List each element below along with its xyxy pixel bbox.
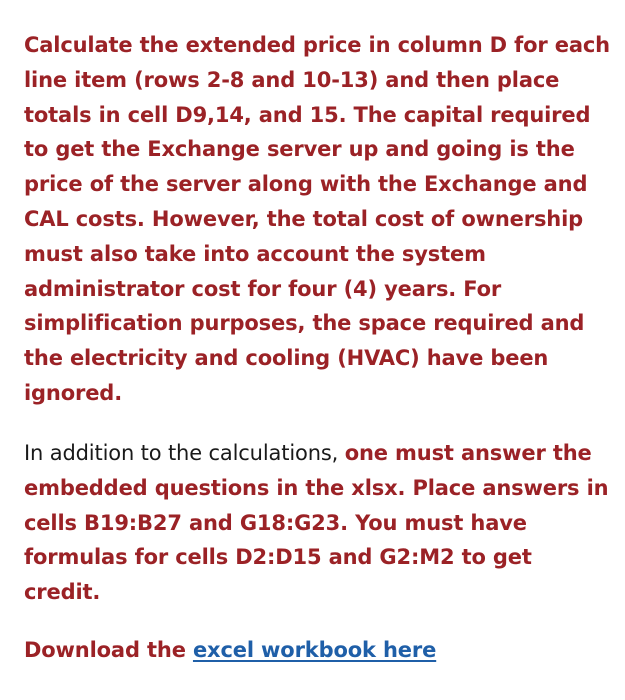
download-line	[24, 633, 604, 668]
intro-line-11: ignored.	[24, 380, 123, 405]
requirements-bold-start: one must answer the	[344, 441, 592, 465]
requirements-line-4: formulas for cells D2:D15 and G2:M2 to get	[24, 545, 532, 570]
intro-line-9: simplification purposes, the space required and	[24, 311, 585, 336]
requirements-line-2: embedded questions in the xlsx. Place answers in	[24, 475, 609, 500]
excel-workbook-link[interactable]: excel workbook here	[192, 638, 437, 662]
intro-line-2: line item (rows 2-8 and 10-13) and then place	[24, 67, 560, 92]
download-label: Download the	[24, 638, 193, 662]
requirements-plain-prefix: In addition to the calculations,	[24, 441, 345, 465]
intro-line-5: price of the server along with the Exchange and	[24, 172, 588, 197]
requirements-paragraph	[24, 436, 609, 610]
intro-line-8: administrator cost for four (4) years. For	[24, 276, 502, 301]
requirements-line-5: credit.	[24, 580, 101, 605]
intro-line-3: totals in cell D9,14, and 15. The capital required	[24, 102, 591, 127]
intro-line-10: the electricity and cooling (HVAC) have been	[24, 346, 549, 371]
intro-line-6: CAL costs. However, the total cost of ownership	[24, 206, 584, 231]
requirements-line-1	[24, 436, 604, 471]
intro-paragraph	[24, 28, 610, 411]
intro-line-4: to get the Exchange server up and going is the	[24, 137, 575, 162]
intro-line-7: must also take into account the system	[24, 241, 486, 266]
intro-line-1: Calculate the extended price in column D for each	[24, 33, 610, 57]
requirements-line-3: cells B19:B27 and G18:G23. You must have	[24, 510, 527, 535]
download-paragraph	[24, 633, 604, 668]
